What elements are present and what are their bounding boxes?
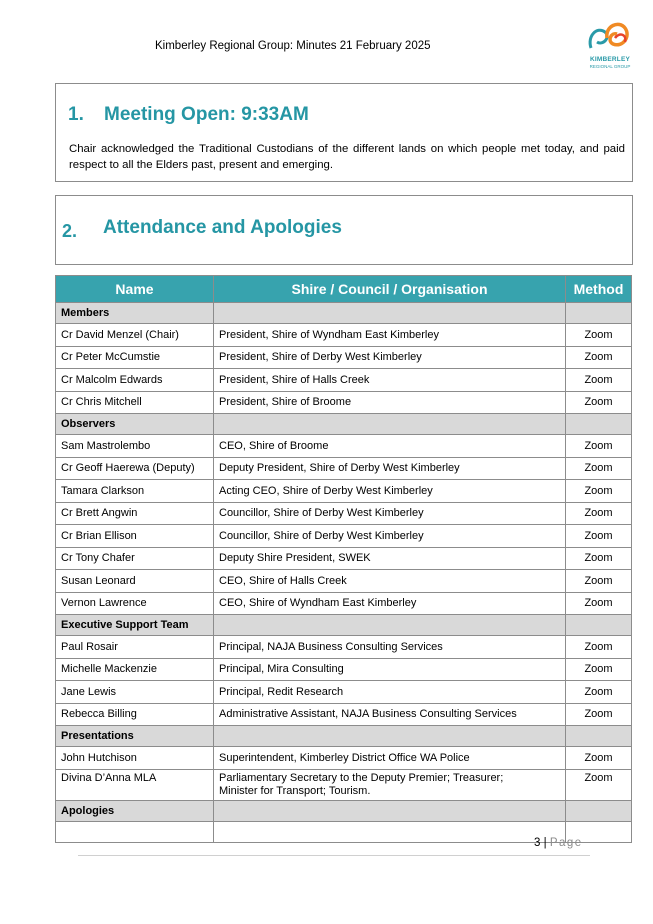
attendee-organisation: President, Shire of Broome	[214, 391, 566, 414]
table-row	[56, 369, 632, 392]
attendee-name: Paul Rosair	[56, 636, 214, 659]
table-row	[56, 391, 632, 414]
attendee-name: Michelle Mackenzie	[56, 658, 214, 681]
table-row	[56, 681, 632, 704]
section-number: 1.	[68, 104, 84, 125]
table-row	[56, 346, 632, 369]
table-row	[56, 747, 632, 770]
attendee-organisation: Principal, Redit Research	[214, 681, 566, 704]
attendee-method: Zoom	[566, 592, 632, 615]
attendee-organisation: Deputy President, Shire of Derby West Kimberley	[214, 457, 566, 480]
table-section-row	[56, 303, 632, 324]
logo-wordmark: KIMBERLEY	[589, 56, 631, 63]
attendee-organisation: Administrative Assistant, NAJA Business Consulting Services	[214, 703, 566, 726]
org-line-1: Parliamentary Secretary to the Deputy Premier; Treasurer;	[219, 771, 504, 784]
attendee-name: Cr Brian Ellison	[56, 525, 214, 548]
table-row	[56, 457, 632, 480]
attendee-organisation: Superintendent, Kimberley District Office WA Police	[214, 747, 566, 770]
attendee-method: Zoom	[566, 525, 632, 548]
table-row	[56, 502, 632, 525]
table-row	[56, 525, 632, 548]
section-label: Members	[56, 303, 214, 324]
table-row	[56, 592, 632, 615]
attendee-method: Zoom	[566, 658, 632, 681]
attendee-name: Divina D’Anna MLA	[56, 769, 214, 800]
section-label: Executive Support Team	[56, 615, 214, 636]
table-row	[56, 703, 632, 726]
table-row	[56, 480, 632, 503]
table-row	[56, 324, 632, 347]
attendee-method: Zoom	[566, 457, 632, 480]
attendee-method: Zoom	[566, 502, 632, 525]
attendee-name: Rebecca Billing	[56, 703, 214, 726]
attendee-organisation: CEO, Shire of Halls Creek	[214, 570, 566, 593]
attendee-name: John Hutchison	[56, 747, 214, 770]
table-row	[56, 547, 632, 570]
table-section-row	[56, 414, 632, 435]
attendee-organisation: President, Shire of Derby West Kimberley	[214, 346, 566, 369]
attendee-method: Zoom	[566, 324, 632, 347]
attendee-organisation: CEO, Shire of Broome	[214, 435, 566, 458]
attendee-organisation: President, Shire of Wyndham East Kimberley	[214, 324, 566, 347]
attendee-method: Zoom	[566, 636, 632, 659]
attendee-method: Zoom	[566, 369, 632, 392]
attendee-method: Zoom	[566, 480, 632, 503]
attendee-name: Cr Malcolm Edwards	[56, 369, 214, 392]
attendee-name: Cr Geoff Haerewa (Deputy)	[56, 457, 214, 480]
table-row	[56, 435, 632, 458]
attendee-method: Zoom	[566, 703, 632, 726]
attendee-name: Jane Lewis	[56, 681, 214, 704]
kimberley-regional-group-logo	[585, 18, 635, 74]
attendee-organisation: Deputy Shire President, SWEK	[214, 547, 566, 570]
table-section-row	[56, 726, 632, 747]
section-title: Attendance and Apologies	[103, 217, 342, 238]
attendee-name: Cr Tony Chafer	[56, 547, 214, 570]
table-row	[56, 636, 632, 659]
attendee-name: Susan Leonard	[56, 570, 214, 593]
page-label: Page	[549, 837, 583, 849]
section-meeting-open	[55, 83, 633, 182]
attendee-name: Cr David Menzel (Chair)	[56, 324, 214, 347]
attendee-name: Vernon Lawrence	[56, 592, 214, 615]
attendee-method: Zoom	[566, 346, 632, 369]
attendee-organisation: Acting CEO, Shire of Derby West Kimberley	[214, 480, 566, 503]
section-label: Presentations	[56, 726, 214, 747]
org-line-2: Minister for Transport; Tourism.	[219, 784, 371, 797]
page-number: 3	[534, 837, 541, 849]
attendee-name: Tamara Clarkson	[56, 480, 214, 503]
section-label: Observers	[56, 414, 214, 435]
attendee-method: Zoom	[566, 747, 632, 770]
attendee-method: Zoom	[566, 435, 632, 458]
attendee-method: Zoom	[566, 391, 632, 414]
attendee-name: Cr Chris Mitchell	[56, 391, 214, 414]
page-separator: |	[543, 837, 547, 849]
table-row	[56, 658, 632, 681]
logo-subtitle: REGIONAL GROUP	[589, 64, 631, 69]
attendee-organisation: Councillor, Shire of Derby West Kimberley	[214, 502, 566, 525]
attendee-method: Zoom	[566, 547, 632, 570]
page-footer	[534, 837, 583, 849]
column-header-name: Name	[56, 276, 214, 303]
section-label: Apologies	[56, 800, 214, 821]
attendance-table	[55, 275, 632, 843]
attendee-name: Sam Mastrolembo	[56, 435, 214, 458]
column-header-method: Method	[566, 276, 632, 303]
table-row	[56, 769, 632, 800]
table-section-row	[56, 800, 632, 821]
table-section-row	[56, 615, 632, 636]
attendee-organisation: CEO, Shire of Wyndham East Kimberley	[214, 592, 566, 615]
table-row	[56, 570, 632, 593]
attendee-name: Cr Brett Angwin	[56, 502, 214, 525]
footer-divider	[78, 855, 590, 856]
attendee-method: Zoom	[566, 769, 632, 800]
table-header-row	[56, 276, 632, 303]
attendee-method: Zoom	[566, 570, 632, 593]
section-number: 2.	[62, 221, 78, 241]
attendee-organisation: Principal, Mira Consulting	[214, 658, 566, 681]
section-title: Meeting Open: 9:33AM	[104, 104, 309, 125]
attendee-organisation: Principal, NAJA Business Consulting Services	[214, 636, 566, 659]
attendee-method: Zoom	[566, 681, 632, 704]
attendee-organisation: President, Shire of Halls Creek	[214, 369, 566, 392]
attendee-name: Cr Peter McCumstie	[56, 346, 214, 369]
column-header-organisation: Shire / Council / Organisation	[214, 276, 566, 303]
attendee-organisation: Councillor, Shire of Derby West Kimberley	[214, 525, 566, 548]
page-header-title: Kimberley Regional Group: Minutes 21 February 2025	[155, 40, 431, 52]
section-attendance	[55, 195, 633, 265]
acknowledgement-paragraph: Chair acknowledged the Traditional Custodians of the different lands on which people met today, and paid respect to all the Elders past, present and emerging.	[69, 143, 625, 171]
attendee-organisation	[214, 769, 566, 800]
logo-swirl-icon	[585, 18, 635, 56]
